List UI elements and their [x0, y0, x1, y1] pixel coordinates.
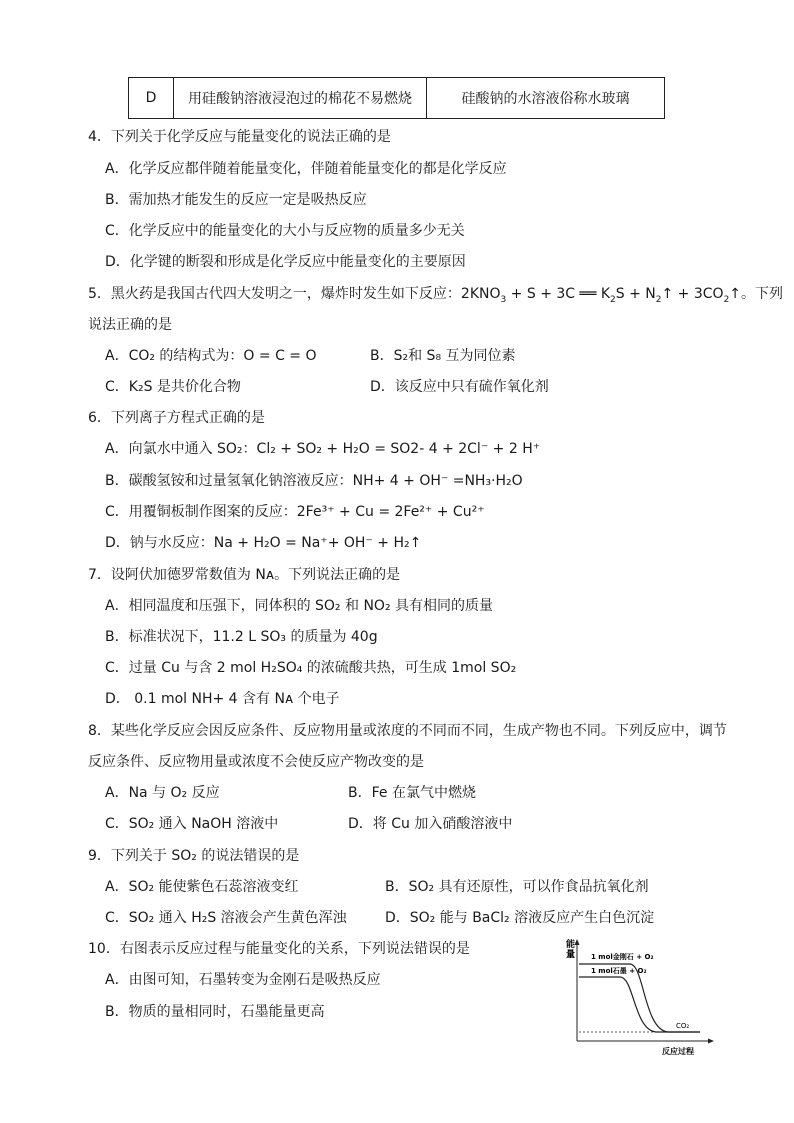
q7-option-d: D． 0.1 mol NH+ 4 含有 Nᴀ 个电子 — [105, 691, 340, 707]
q10-option-b: B．物质的量相同时，石墨能量更高 — [105, 1004, 325, 1020]
q6-option-c: C．用覆铜板制作图案的反应：2Fe³⁺ + Cu = 2Fe²⁺ + Cu²⁺ — [105, 504, 485, 520]
q6-option-a: A．向氯水中通入 SO₂：Cl₂ + SO₂ + H₂O = SO2- 4 + 2Cl⁻ + 2 H⁺ — [105, 441, 541, 457]
q9-option-a: A．SO₂ 能使紫色石蕊溶液变红 — [105, 879, 299, 895]
energy-diagram — [560, 935, 720, 1057]
graph-y-label-1: 能 — [566, 940, 576, 950]
graph-x-label: 反应过程 — [662, 1047, 694, 1056]
q4-option-b: B．需加热才能发生的反应一定是吸热反应 — [105, 192, 367, 208]
q5-option-b: B．S₂和 S₈ 互为同位素 — [370, 348, 516, 364]
q5-option-c: C．K₂S 是共价化合物 — [105, 379, 241, 395]
graph-curve2-label: 1 mol石墨 + O₂ — [591, 967, 647, 975]
q4-stem: 4．下列关于化学反应与能量变化的说法正确的是 — [88, 129, 391, 145]
q7-option-b: B．标准状况下，11.2 L SO₃ 的质量为 40g — [105, 629, 378, 645]
answer-table — [128, 77, 665, 119]
q8-option-a: A．Na 与 O₂ 反应 — [105, 785, 220, 801]
graph-y-label-2: 量 — [566, 950, 576, 960]
q9-stem: 9．下列关于 SO₂ 的说法错误的是 — [88, 848, 300, 864]
graph-x-arrow — [708, 1039, 714, 1044]
q7-option-c: C．过量 Cu 与含 2 mol H₂SO₄ 的浓硫酸共热，可生成 1mol SO₂ — [105, 660, 517, 676]
q5-stem: 5．黑火药是我国古代四大发明之一，爆炸时发生如下反应：$2KNO_3 + S + 3C$ ══ $K_2S$ + $N_2↑$ + $3CO_2↑$。下列 — [88, 286, 784, 305]
q9-option-d: D．SO₂ 能与 BaCl₂ 溶液反应产生白色沉淀 — [385, 910, 655, 926]
table-row — [129, 78, 665, 119]
q4-option-a: A．化学反应都伴随着能量变化，伴随着能量变化的都是化学反应 — [105, 161, 507, 177]
q8-option-d: D．将 Cu 加入硝酸溶液中 — [348, 816, 513, 832]
q6-stem: 6．下列离子方程式正确的是 — [88, 410, 265, 426]
q4-option-d: D．化学键的断裂和形成是化学反应中能量变化的主要原因 — [105, 254, 466, 270]
q9-option-b: B．SO₂ 具有还原性，可以作食品抗氧化剂 — [385, 879, 649, 895]
table-cell-label: D — [129, 78, 174, 119]
q10-stem: 10．右图表示反应过程与能量变化的关系，下列说法错误的是 — [88, 941, 470, 957]
table-cell-reason: 硅酸钠的水溶液俗称水玻璃 — [427, 78, 665, 119]
q10-option-a: A．由图可知，石墨转变为金刚石是吸热反应 — [105, 972, 381, 988]
graph-y-arrow — [575, 939, 580, 945]
q8-stem-cont: 反应条件、反应物用量或浓度不会使反应产物改变的是 — [88, 754, 424, 770]
q5-option-d: D．该反应中只有硫作氧化剂 — [370, 379, 549, 395]
q9-option-c: C．SO₂ 通入 H₂S 溶液会产生黄色浑浊 — [105, 910, 347, 926]
q6-option-d: D．钠与水反应：Na + H₂O = Na⁺+ OH⁻ + H₂↑ — [105, 535, 422, 551]
table-cell-statement: 用硅酸钠溶液浸泡过的棉花不易燃烧 — [174, 78, 427, 119]
q7-stem: 7．设阿伏加德罗常数值为 Nᴀ。下列说法正确的是 — [88, 567, 401, 583]
q8-stem: 8．某些化学反应会因反应条件、反应物用量或浓度的不同而不同，生成产物也不同。下列反应中，调节 — [88, 723, 727, 739]
graph-product-label: CO₂ — [676, 1022, 690, 1030]
q8-option-b: B．Fe 在氯气中燃烧 — [348, 785, 476, 801]
q6-option-b: B．碳酸氢铵和过量氢氧化钠溶液反应：NH+ 4 + OH⁻ =NH₃·H₂O — [105, 473, 523, 489]
q5-option-a: A．CO₂ 的结构式为：O = C = O — [105, 348, 317, 364]
q7-option-a: A．相同温度和压强下，同体积的 SO₂ 和 NO₂ 具有相同的质量 — [105, 598, 493, 614]
q5-stem-cont: 说法正确的是 — [88, 317, 172, 333]
q8-option-c: C．SO₂ 通入 NaOH 溶液中 — [105, 816, 279, 832]
q4-option-c: C．化学反应中的能量变化的大小与反应物的质量多少无关 — [105, 223, 465, 239]
graph-curve1-label: 1 mol金刚石 + O₂ — [591, 953, 654, 961]
